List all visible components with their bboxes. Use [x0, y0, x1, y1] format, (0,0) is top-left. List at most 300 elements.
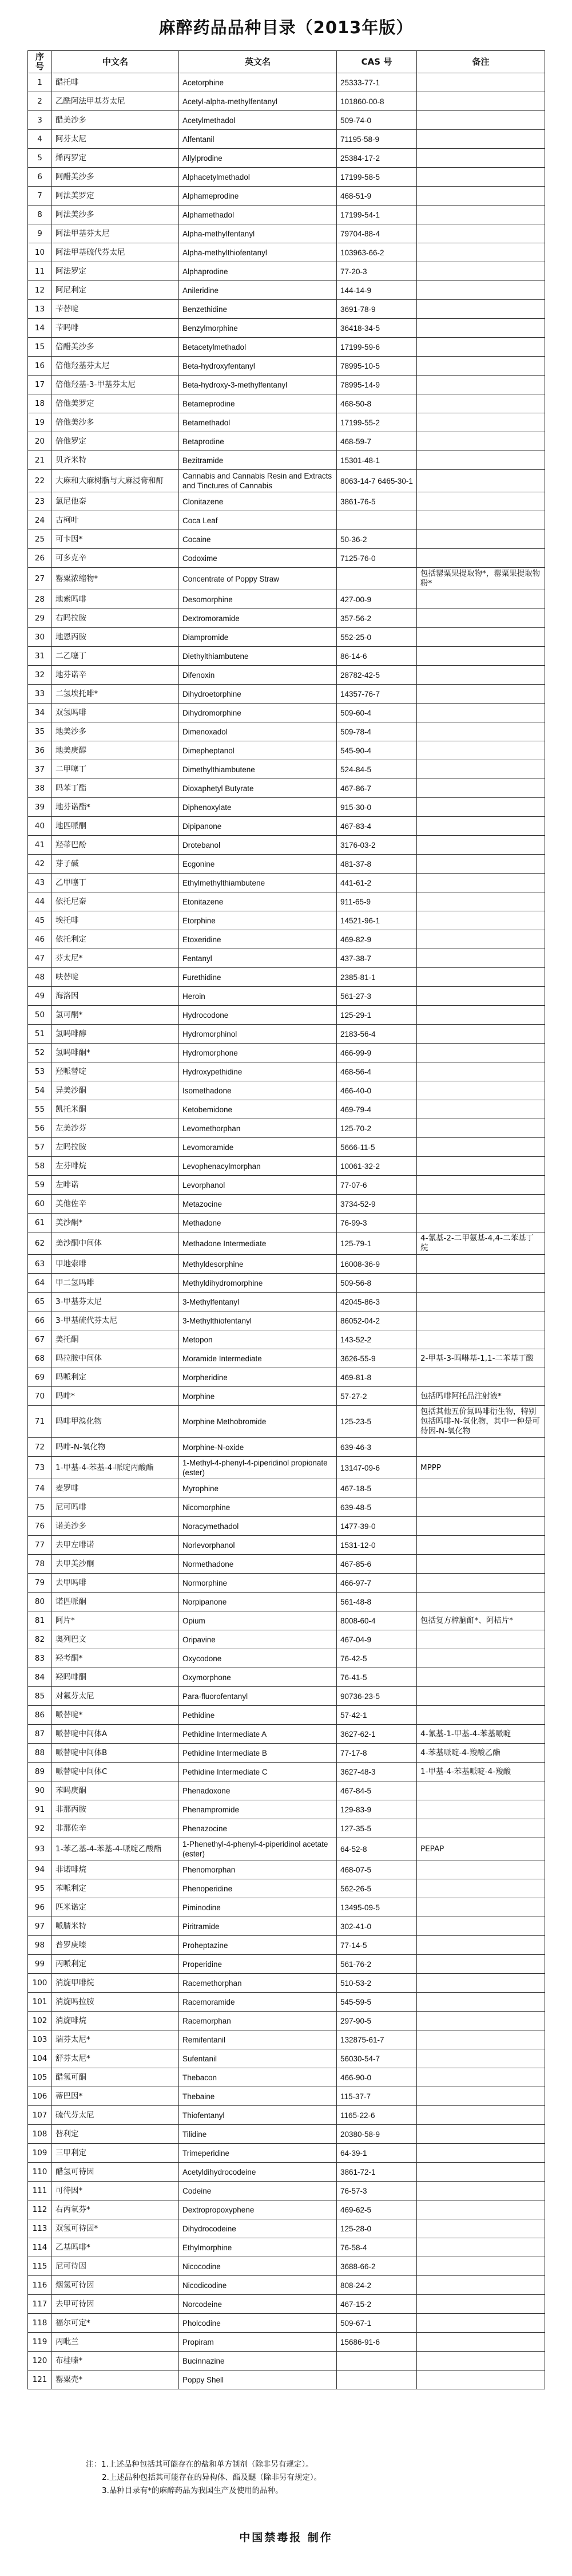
english-name-cell: Bucinnazine — [179, 2352, 337, 2370]
header-cas-number: CAS 号 — [337, 51, 417, 73]
english-name-cell: Betaprodine — [179, 432, 337, 451]
remarks-cell — [417, 1668, 545, 1687]
english-name-cell: Codeine — [179, 2182, 337, 2200]
table-row — [28, 855, 545, 874]
chinese-name-cell: 奥列巴文 — [52, 1630, 179, 1649]
english-name-cell: 1-Phenethyl-4-phenyl-4-piperidinol acetate (ester) — [179, 1838, 337, 1860]
chinese-name-cell: 美沙酮* — [52, 1214, 179, 1232]
remarks-cell — [417, 798, 545, 817]
row-number-cell: 90 — [28, 1781, 52, 1800]
cas-number-cell: 3176-03-2 — [337, 836, 417, 855]
chinese-name-cell: 醋氢可酮 — [52, 2068, 179, 2087]
row-number-cell: 5 — [28, 149, 52, 168]
english-name-cell: Metazocine — [179, 1195, 337, 1214]
table-row — [28, 1157, 545, 1176]
table-row — [28, 1781, 545, 1800]
cas-number-cell: 469-82-9 — [337, 930, 417, 949]
cas-number-cell: 13147-09-6 — [337, 1457, 417, 1479]
row-number-cell: 98 — [28, 1936, 52, 1955]
row-number-cell: 77 — [28, 1536, 52, 1555]
cas-number-cell: 57-27-2 — [337, 1387, 417, 1406]
row-number-cell: 88 — [28, 1744, 52, 1763]
english-name-cell: Oxymorphone — [179, 1668, 337, 1687]
remarks-cell — [417, 492, 545, 511]
english-name-cell: Dimethylthiambutene — [179, 760, 337, 779]
chinese-name-cell: 倍他羟基-3-甲基芬太尼 — [52, 376, 179, 394]
row-number-cell: 24 — [28, 511, 52, 530]
table-row — [28, 1255, 545, 1274]
english-name-cell: Piritramide — [179, 1917, 337, 1936]
english-name-cell: Thebaine — [179, 2087, 337, 2106]
table-row — [28, 1517, 545, 1536]
chinese-name-cell: 羟考酮* — [52, 1649, 179, 1668]
remarks-cell — [417, 511, 545, 530]
table-row — [28, 206, 545, 224]
cas-number-cell: 3627-62-1 — [337, 1725, 417, 1744]
row-number-cell: 73 — [28, 1457, 52, 1479]
table-row — [28, 760, 545, 779]
row-number-cell: 23 — [28, 492, 52, 511]
cas-number-cell: 25384-17-2 — [337, 149, 417, 168]
cas-number-cell: 545-59-5 — [337, 1993, 417, 2012]
row-number-cell: 120 — [28, 2352, 52, 2370]
chinese-name-cell: 哌腈米特 — [52, 1917, 179, 1936]
table-row — [28, 1955, 545, 1974]
cas-number-cell: 86052-04-2 — [337, 1311, 417, 1330]
chinese-name-cell: 苄吗啡 — [52, 319, 179, 338]
remarks-cell — [417, 319, 545, 338]
chinese-name-cell: 醋美沙多 — [52, 111, 179, 130]
chinese-name-cell: 阿法甲基硫代芬太尼 — [52, 243, 179, 262]
header-chinese-name: 中文名 — [52, 51, 179, 73]
table-row — [28, 1138, 545, 1157]
cas-number-cell: 25333-77-1 — [337, 73, 417, 92]
row-number-cell: 106 — [28, 2087, 52, 2106]
cas-number-cell: 3734-52-9 — [337, 1195, 417, 1214]
cas-number-cell: 3861-76-5 — [337, 492, 417, 511]
english-name-cell: Diampromide — [179, 628, 337, 647]
table-row — [28, 666, 545, 685]
english-name-cell: Dioxaphetyl Butyrate — [179, 779, 337, 798]
chinese-name-cell: 匹米诺定 — [52, 1898, 179, 1917]
chinese-name-cell: 3-甲基芬太尼 — [52, 1293, 179, 1311]
chinese-name-cell: 二乙噻丁 — [52, 647, 179, 666]
chinese-name-cell: 哌替啶* — [52, 1706, 179, 1725]
table-row — [28, 1081, 545, 1100]
table-row — [28, 892, 545, 911]
document-title: 麻醉药品品种目录（2013年版） — [158, 18, 414, 37]
table-row — [28, 1536, 545, 1555]
row-number-cell: 58 — [28, 1157, 52, 1176]
chinese-name-cell: 瑞芬太尼* — [52, 2030, 179, 2049]
row-number-cell: 57 — [28, 1138, 52, 1157]
cas-number-cell: 76-58-4 — [337, 2238, 417, 2257]
cas-number-cell — [337, 511, 417, 530]
chinese-name-cell: 依托利定 — [52, 930, 179, 949]
english-name-cell: Codoxime — [179, 549, 337, 568]
english-name-cell: Phenampromide — [179, 1800, 337, 1819]
chinese-name-cell: 左吗拉胺 — [52, 1138, 179, 1157]
cas-number-cell: 481-37-8 — [337, 855, 417, 874]
table-row — [28, 2200, 545, 2219]
chinese-name-cell: 三甲利定 — [52, 2144, 179, 2163]
english-name-cell: Tilidine — [179, 2125, 337, 2144]
chinese-name-cell: 吗啡甲溴化物 — [52, 1406, 179, 1438]
english-name-cell: Noracymethadol — [179, 1517, 337, 1536]
header-english-name: 英文名 — [179, 51, 337, 73]
chinese-name-cell: 去甲吗啡 — [52, 1574, 179, 1593]
remarks-cell — [417, 1574, 545, 1593]
english-name-cell: Levomethorphan — [179, 1119, 337, 1138]
english-name-cell: Pethidine Intermediate B — [179, 1744, 337, 1763]
chinese-name-cell: 氯尼他秦 — [52, 492, 179, 511]
chinese-name-cell: 羟哌替啶 — [52, 1062, 179, 1081]
row-number-cell: 69 — [28, 1368, 52, 1387]
chinese-name-cell: 倍他美罗定 — [52, 394, 179, 413]
row-number-cell: 65 — [28, 1293, 52, 1311]
remarks-cell — [417, 1917, 545, 1936]
english-name-cell: Etoxeridine — [179, 930, 337, 949]
row-number-cell: 20 — [28, 432, 52, 451]
chinese-name-cell: 甲二氢吗啡 — [52, 1274, 179, 1293]
chinese-name-cell: 埃托啡 — [52, 911, 179, 930]
english-name-cell: Metopon — [179, 1330, 337, 1349]
table-row — [28, 836, 545, 855]
table-row — [28, 530, 545, 549]
table-row — [28, 281, 545, 300]
table-row — [28, 1917, 545, 1936]
row-number-cell: 41 — [28, 836, 52, 855]
remarks-cell: 4-氰基-2-二甲氨基-4,4-二苯基丁烷 — [417, 1232, 545, 1255]
english-name-cell: Norpipanone — [179, 1593, 337, 1611]
cas-number-cell: 3861-72-1 — [337, 2163, 417, 2182]
chinese-name-cell: 阿法美罗定 — [52, 187, 179, 206]
english-name-cell: Myrophine — [179, 1479, 337, 1498]
narcotics-table — [27, 50, 545, 2389]
cas-number-cell: 8063-14-7 6465-30-1 — [337, 470, 417, 492]
table-row — [28, 1311, 545, 1330]
cas-number-cell: 15301-48-1 — [337, 451, 417, 470]
table-row — [28, 338, 545, 357]
english-name-cell: Betacetylmethadol — [179, 338, 337, 357]
row-number-cell: 62 — [28, 1232, 52, 1255]
cas-number-cell: 79704-88-4 — [337, 224, 417, 243]
chinese-name-cell: 阿芬太尼 — [52, 130, 179, 149]
table-row — [28, 1763, 545, 1781]
chinese-name-cell: 左美沙芬 — [52, 1119, 179, 1138]
chinese-name-cell: 可卡因* — [52, 530, 179, 549]
chinese-name-cell: 异美沙酮 — [52, 1081, 179, 1100]
cas-number-cell: 77-07-6 — [337, 1176, 417, 1195]
cas-number-cell: 13495-09-5 — [337, 1898, 417, 1917]
row-number-cell: 64 — [28, 1274, 52, 1293]
chinese-name-cell: 左芬啡烷 — [52, 1157, 179, 1176]
cas-number-cell: 468-56-4 — [337, 1062, 417, 1081]
remarks-cell — [417, 1781, 545, 1800]
table-row — [28, 1406, 545, 1438]
row-number-cell: 89 — [28, 1763, 52, 1781]
remarks-cell — [417, 836, 545, 855]
cas-number-cell: 17199-59-6 — [337, 338, 417, 357]
row-number-cell: 31 — [28, 647, 52, 666]
table-row — [28, 1974, 545, 1993]
chinese-name-cell: 舒芬太尼* — [52, 2049, 179, 2068]
cas-number-cell: 129-83-9 — [337, 1800, 417, 1819]
chinese-name-cell: 苯吗庚酮 — [52, 1781, 179, 1800]
table-row — [28, 111, 545, 130]
table-row — [28, 1044, 545, 1062]
cas-number-cell: 509-78-4 — [337, 722, 417, 741]
cas-number-cell: 5666-11-5 — [337, 1138, 417, 1157]
cas-number-cell: 469-79-4 — [337, 1100, 417, 1119]
chinese-name-cell: 1-甲基-4-苯基-4-哌啶丙酸酯 — [52, 1457, 179, 1479]
english-name-cell: Methyldesorphine — [179, 1255, 337, 1274]
table-header — [28, 51, 545, 73]
cas-number-cell: 1165-22-6 — [337, 2106, 417, 2125]
remarks-cell — [417, 609, 545, 628]
chinese-name-cell: 吗苯丁酯 — [52, 779, 179, 798]
english-name-cell: Pholcodine — [179, 2314, 337, 2333]
table-row — [28, 549, 545, 568]
header-number: 序号 — [28, 51, 52, 73]
english-name-cell: Nicodicodine — [179, 2276, 337, 2295]
remarks-cell — [417, 2087, 545, 2106]
row-number-cell: 121 — [28, 2370, 52, 2389]
remarks-cell — [417, 281, 545, 300]
cas-number-cell: 466-97-7 — [337, 1574, 417, 1593]
remarks-cell — [417, 930, 545, 949]
english-name-cell: Levomoramide — [179, 1138, 337, 1157]
chinese-name-cell: 倍他罗定 — [52, 432, 179, 451]
remarks-cell — [417, 470, 545, 492]
english-name-cell: Alpha-methylthiofentanyl — [179, 243, 337, 262]
row-number-cell: 33 — [28, 685, 52, 704]
remarks-cell — [417, 590, 545, 609]
english-name-cell: Thebacon — [179, 2068, 337, 2087]
table-row — [28, 2163, 545, 2182]
remarks-cell — [417, 949, 545, 968]
table-row — [28, 130, 545, 149]
row-number-cell: 30 — [28, 628, 52, 647]
remarks-cell — [417, 111, 545, 130]
footnote-3: 3.品种目录有*的麻醉药品为我国生产及使用的品种。 — [102, 2486, 283, 2495]
row-number-cell: 105 — [28, 2068, 52, 2087]
english-name-cell: Para-fluorofentanyl — [179, 1687, 337, 1706]
remarks-cell: 4-氰基-1-甲基-4-苯基哌啶 — [417, 1725, 545, 1744]
row-number-cell: 72 — [28, 1438, 52, 1457]
cas-number-cell: 3691-78-9 — [337, 300, 417, 319]
english-name-cell: Levorphanol — [179, 1176, 337, 1195]
remarks-cell — [417, 1214, 545, 1232]
english-name-cell: Dextropropoxyphene — [179, 2200, 337, 2219]
row-number-cell: 36 — [28, 741, 52, 760]
remarks-cell — [417, 1311, 545, 1330]
cas-number-cell: 915-30-0 — [337, 798, 417, 817]
cas-number-cell: 510-53-2 — [337, 1974, 417, 1993]
cas-number-cell: 76-41-5 — [337, 1668, 417, 1687]
chinese-name-cell: 吗啡-N-氧化物 — [52, 1438, 179, 1457]
remarks-cell: PEPAP — [417, 1838, 545, 1860]
english-name-cell: Dihydroetorphine — [179, 685, 337, 704]
chinese-name-cell: 右吗拉胺 — [52, 609, 179, 628]
remarks-cell — [417, 1955, 545, 1974]
chinese-name-cell: 美沙酮中间体 — [52, 1232, 179, 1255]
chinese-name-cell: 芽子碱 — [52, 855, 179, 874]
english-name-cell: Bezitramide — [179, 451, 337, 470]
table-row — [28, 874, 545, 892]
chinese-name-cell: 硫代芬太尼 — [52, 2106, 179, 2125]
english-name-cell: Opium — [179, 1611, 337, 1630]
cas-number-cell: 437-38-7 — [337, 949, 417, 968]
row-number-cell: 34 — [28, 704, 52, 722]
remarks-cell: MPPP — [417, 1457, 545, 1479]
chinese-name-cell: 芬太尼* — [52, 949, 179, 968]
chinese-name-cell: 吗啡* — [52, 1387, 179, 1406]
english-name-cell: Alpha-methylfentanyl — [179, 224, 337, 243]
table-row — [28, 92, 545, 111]
cas-number-cell: 16008-36-9 — [337, 1255, 417, 1274]
english-name-cell: Betamethadol — [179, 413, 337, 432]
cas-number-cell: 90736-23-5 — [337, 1687, 417, 1706]
english-name-cell: Ketobemidone — [179, 1100, 337, 1119]
row-number-cell: 87 — [28, 1725, 52, 1744]
remarks-cell — [417, 2106, 545, 2125]
cas-number-cell: 20380-58-9 — [337, 2125, 417, 2144]
chinese-name-cell: 阿法美沙多 — [52, 206, 179, 224]
english-name-cell: Etonitazene — [179, 892, 337, 911]
remarks-cell — [417, 187, 545, 206]
cas-number-cell: 125-23-5 — [337, 1406, 417, 1438]
chinese-name-cell: 倍他羟基芬太尼 — [52, 357, 179, 376]
row-number-cell: 11 — [28, 262, 52, 281]
chinese-name-cell: 醋氢可待因 — [52, 2163, 179, 2182]
row-number-cell: 13 — [28, 300, 52, 319]
table-row — [28, 1649, 545, 1668]
cas-number-cell: 467-04-9 — [337, 1630, 417, 1649]
table-row — [28, 949, 545, 968]
row-number-cell: 80 — [28, 1593, 52, 1611]
english-name-cell: Dimenoxadol — [179, 722, 337, 741]
cas-number-cell: 17199-54-1 — [337, 206, 417, 224]
table-row — [28, 2106, 545, 2125]
table-row — [28, 2333, 545, 2352]
table-row — [28, 930, 545, 949]
english-name-cell: Poppy Shell — [179, 2370, 337, 2389]
remarks-cell — [417, 855, 545, 874]
chinese-name-cell: 非那佐辛 — [52, 1819, 179, 1838]
remarks-cell — [417, 911, 545, 930]
row-number-cell: 66 — [28, 1311, 52, 1330]
remarks-cell — [417, 1879, 545, 1898]
chinese-name-cell: 地美沙多 — [52, 722, 179, 741]
table-row — [28, 1936, 545, 1955]
remarks-cell — [417, 779, 545, 798]
row-number-cell: 71 — [28, 1406, 52, 1438]
row-number-cell: 93 — [28, 1838, 52, 1860]
chinese-name-cell: 倍醋美沙多 — [52, 338, 179, 357]
row-number-cell: 85 — [28, 1687, 52, 1706]
table-row — [28, 1006, 545, 1025]
table-row — [28, 511, 545, 530]
table-row — [28, 2219, 545, 2238]
remarks-cell — [417, 168, 545, 187]
english-name-cell: Beta-hydroxy-3-methylfentanyl — [179, 376, 337, 394]
table-row — [28, 1838, 545, 1860]
cas-number-cell: 808-24-2 — [337, 2276, 417, 2295]
remarks-cell — [417, 1293, 545, 1311]
cas-number-cell: 10061-32-2 — [337, 1157, 417, 1176]
remarks-cell — [417, 530, 545, 549]
remarks-cell — [417, 73, 545, 92]
row-number-cell: 40 — [28, 817, 52, 836]
english-name-cell: 1-Methyl-4-phenyl-4-piperidinol propionate (ester) — [179, 1457, 337, 1479]
cas-number-cell: 467-85-6 — [337, 1555, 417, 1574]
chinese-name-cell: 哌替啶中间体C — [52, 1763, 179, 1781]
chinese-name-cell: 阿尼利定 — [52, 281, 179, 300]
remarks-cell — [417, 2257, 545, 2276]
row-number-cell: 12 — [28, 281, 52, 300]
english-name-cell: Properidine — [179, 1955, 337, 1974]
remarks-cell — [417, 1993, 545, 2012]
table-row — [28, 1498, 545, 1517]
row-number-cell: 28 — [28, 590, 52, 609]
remarks-cell — [417, 2219, 545, 2238]
chinese-name-cell: 二甲噻丁 — [52, 760, 179, 779]
remarks-cell — [417, 1255, 545, 1274]
remarks-cell — [417, 262, 545, 281]
chinese-name-cell: 甲地索啡 — [52, 1255, 179, 1274]
english-name-cell: Remifentanil — [179, 2030, 337, 2049]
english-name-cell: Etorphine — [179, 911, 337, 930]
cas-number-cell: 71195-58-9 — [337, 130, 417, 149]
row-number-cell: 67 — [28, 1330, 52, 1349]
remarks-cell — [417, 1479, 545, 1498]
cas-number-cell: 561-48-8 — [337, 1593, 417, 1611]
row-number-cell: 92 — [28, 1819, 52, 1838]
table-row — [28, 798, 545, 817]
cas-number-cell: 125-29-1 — [337, 1006, 417, 1025]
chinese-name-cell: 地匹哌酮 — [52, 817, 179, 836]
remarks-cell — [417, 2333, 545, 2352]
cas-number-cell: 561-76-2 — [337, 1955, 417, 1974]
remarks-cell — [417, 1044, 545, 1062]
english-name-cell: Furethidine — [179, 968, 337, 987]
cas-number-cell: 64-39-1 — [337, 2144, 417, 2163]
chinese-name-cell: 丙哌利定 — [52, 1955, 179, 1974]
chinese-name-cell: 羟蒂巴酚 — [52, 836, 179, 855]
cas-number-cell: 78995-10-5 — [337, 357, 417, 376]
english-name-cell: Racemoramide — [179, 1993, 337, 2012]
english-name-cell: Dipipanone — [179, 817, 337, 836]
remarks-cell — [417, 1195, 545, 1214]
english-name-cell: Clonitazene — [179, 492, 337, 511]
chinese-name-cell: 苄替啶 — [52, 300, 179, 319]
row-number-cell: 82 — [28, 1630, 52, 1649]
remarks-cell — [417, 451, 545, 470]
table-row — [28, 987, 545, 1006]
remarks-cell — [417, 1800, 545, 1819]
remarks-cell — [417, 1630, 545, 1649]
remarks-cell — [417, 300, 545, 319]
cas-number-cell: 302-41-0 — [337, 1917, 417, 1936]
chinese-name-cell: 消旋吗拉胺 — [52, 1993, 179, 2012]
cas-number-cell: 466-99-9 — [337, 1044, 417, 1062]
row-number-cell: 74 — [28, 1479, 52, 1498]
table-row — [28, 357, 545, 376]
english-name-cell: Diethylthiambutene — [179, 647, 337, 666]
remarks-cell — [417, 1274, 545, 1293]
table-row — [28, 73, 545, 92]
